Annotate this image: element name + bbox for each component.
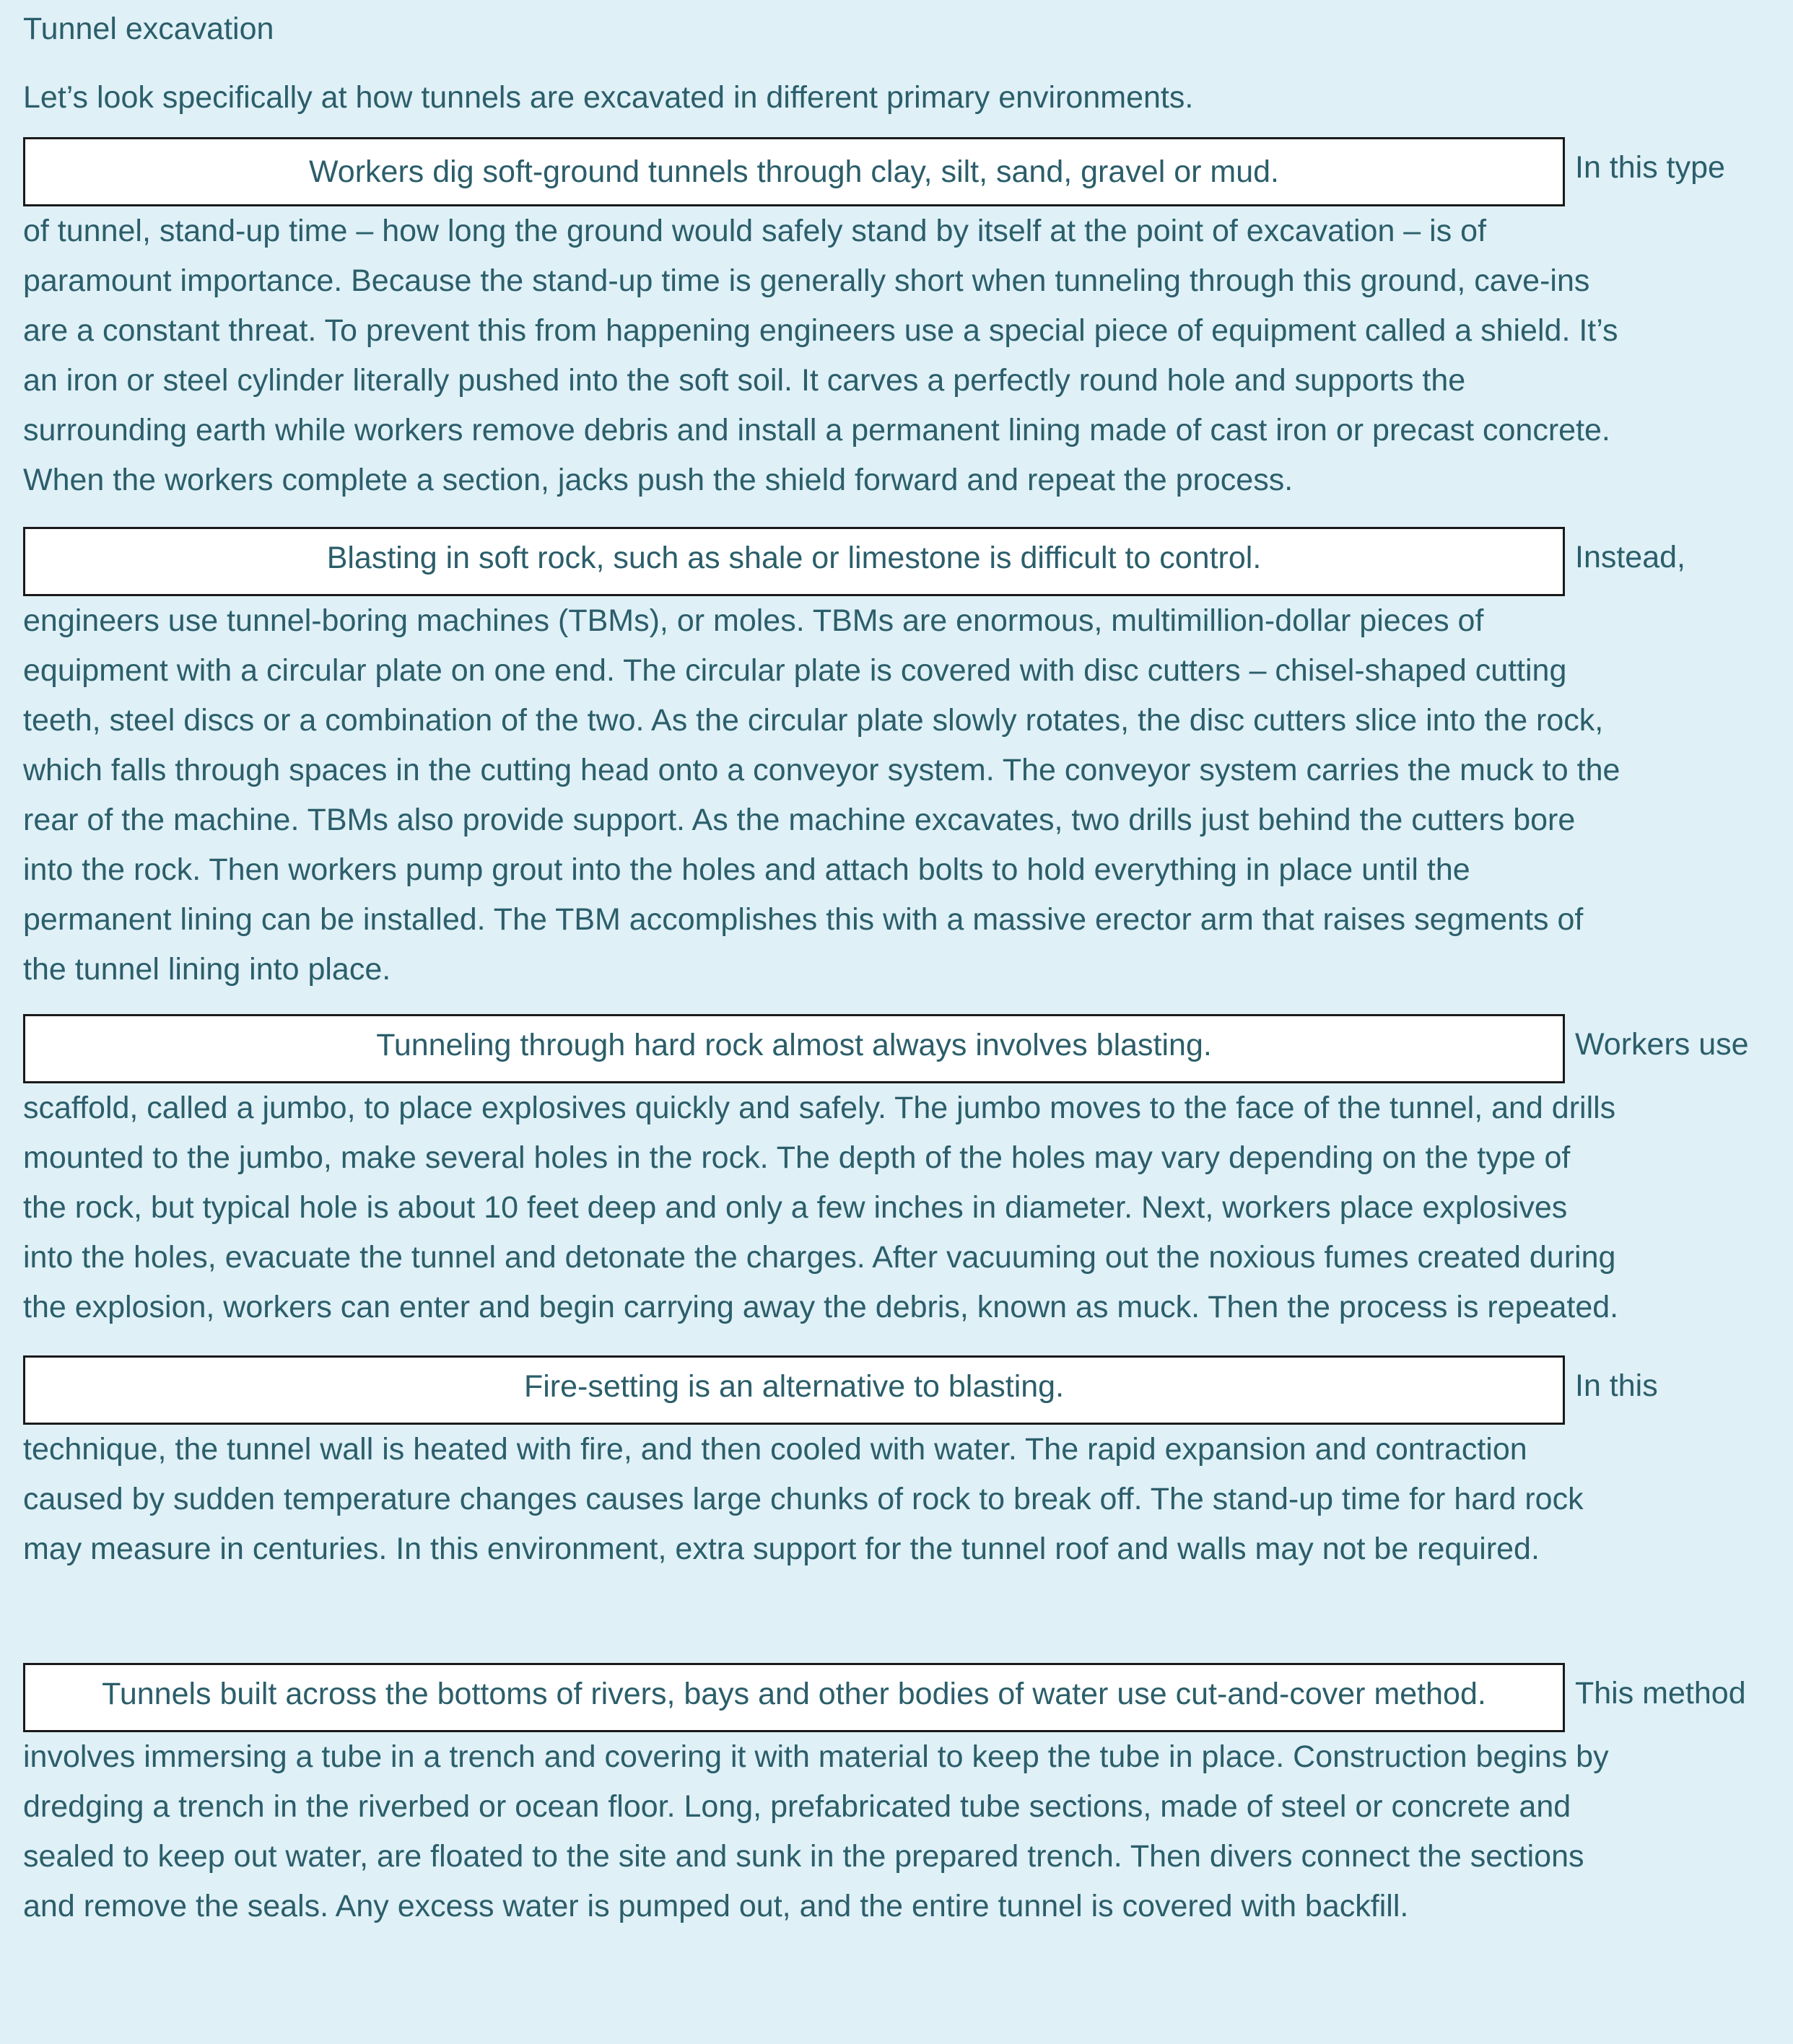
section-heading-row <box>23 1355 1770 1425</box>
body-line: scaffold, called a jumbo, to place explosives quickly and safely. The jumbo moves to the face of the tunnel, and drills <box>23 1091 1616 1125</box>
sentence-lead: This method <box>1575 1676 1746 1711</box>
body-line: teeth, steel discs or a combination of the two. As the circular plate slowly rotates, the disc cutters slice into the rock, <box>23 703 1604 738</box>
answer-drop-slot[interactable]: Tunnels built across the bottoms of rivers, bays and other bodies of water use cut-and-cover method. <box>23 1663 1565 1732</box>
body-line: and remove the seals. Any excess water is pumped out, and the entire tunnel is covered with backfill. <box>23 1889 1409 1923</box>
intro-text: Let’s look specifically at how tunnels are excavated in different primary environments. <box>23 80 1194 115</box>
body-line: the tunnel lining into place. <box>23 952 391 987</box>
body-line: dredging a trench in the riverbed or ocean floor. Long, prefabricated tube sections, made of steel or concrete and <box>23 1789 1571 1824</box>
section-body <box>23 596 1770 995</box>
answer-drop-slot[interactable]: Blasting in soft rock, such as shale or limestone is difficult to control. <box>23 527 1565 596</box>
body-line: into the holes, evacuate the tunnel and detonate the charges. After vacuuming out the noxious fumes created during <box>23 1240 1616 1275</box>
section-heading-row <box>23 1663 1770 1732</box>
sentence-lead: Instead, <box>1575 540 1685 575</box>
body-line: may measure in centuries. In this environment, extra support for the tunnel roof and walls may not be required. <box>23 1532 1540 1566</box>
section-soft-rock <box>23 527 1770 995</box>
answer-drop-slot[interactable]: Workers dig soft-ground tunnels through clay, silt, sand, gravel or mud. <box>23 137 1565 206</box>
body-line: permanent lining can be installed. The TBM accomplishes this with a massive erector arm that raises segments of <box>23 902 1584 937</box>
sentence-lead: In this <box>1575 1368 1658 1403</box>
body-line: rear of the machine. TBMs also provide support. As the machine excavates, two drills just behind the cutters bore <box>23 803 1576 837</box>
section-heading-row <box>23 527 1770 596</box>
section-soft-ground <box>23 137 1770 505</box>
page-title: Tunnel excavation <box>23 12 274 46</box>
body-line: into the rock. Then workers pump grout into the holes and attach bolts to hold everything in place until the <box>23 852 1470 887</box>
section-body <box>23 1732 1770 1931</box>
body-line: sealed to keep out water, are floated to the site and sunk in the prepared trench. Then divers connect the sections <box>23 1839 1584 1874</box>
body-line: an iron or steel cylinder literally pushed into the soft soil. It carves a perfectly round hole and supports the <box>23 363 1466 398</box>
body-line: are a constant threat. To prevent this from happening engineers use a special piece of equipment called a shield. It’s <box>23 313 1618 348</box>
body-line: involves immersing a tube in a trench and covering it with material to keep the tube in place. Construction begins by <box>23 1739 1609 1774</box>
section-heading-row <box>23 1014 1770 1083</box>
body-line: surrounding earth while workers remove debris and install a permanent lining made of cast iron or precast concrete. <box>23 413 1610 447</box>
body-line: equipment with a circular plate on one end. The circular plate is covered with disc cutters – chisel-shaped cutting <box>23 653 1567 688</box>
section-hard-rock <box>23 1014 1770 1332</box>
section-fire-setting <box>23 1355 1770 1574</box>
body-line: which falls through spaces in the cutting head onto a conveyor system. The conveyor system carries the muck to the <box>23 753 1620 787</box>
section-body <box>23 206 1770 505</box>
sentence-lead: In this type <box>1575 150 1725 185</box>
sentence-lead: Workers use <box>1575 1027 1749 1062</box>
body-line: mounted to the jumbo, make several holes in the rock. The depth of the holes may vary depending on the type of <box>23 1140 1571 1175</box>
section-heading-row <box>23 137 1770 206</box>
body-line: When the workers complete a section, jacks push the shield forward and repeat the process. <box>23 463 1294 497</box>
body-line: the rock, but typical hole is about 10 feet deep and only a few inches in diameter. Next, workers place explosives <box>23 1190 1568 1225</box>
body-line: the explosion, workers can enter and begin carrying away the debris, known as muck. Then the process is repeated. <box>23 1290 1619 1324</box>
section-body <box>23 1425 1770 1574</box>
answer-drop-slot[interactable]: Fire-setting is an alternative to blasting. <box>23 1355 1565 1425</box>
body-line: paramount importance. Because the stand-up time is generally short when tunneling through this ground, cave-ins <box>23 263 1590 298</box>
answer-drop-slot[interactable]: Tunneling through hard rock almost always involves blasting. <box>23 1014 1565 1083</box>
section-underwater <box>23 1663 1770 1931</box>
body-line: engineers use tunnel-boring machines (TBMs), or moles. TBMs are enormous, multimillion-dollar pieces of <box>23 603 1484 638</box>
body-line: technique, the tunnel wall is heated with fire, and then cooled with water. The rapid expansion and contraction <box>23 1432 1527 1467</box>
section-body <box>23 1083 1770 1332</box>
body-line: caused by sudden temperature changes causes large chunks of rock to break off. The stand-up time for hard rock <box>23 1482 1584 1516</box>
body-line: of tunnel, stand-up time – how long the ground would safely stand by itself at the point of excavation – is of <box>23 214 1487 248</box>
